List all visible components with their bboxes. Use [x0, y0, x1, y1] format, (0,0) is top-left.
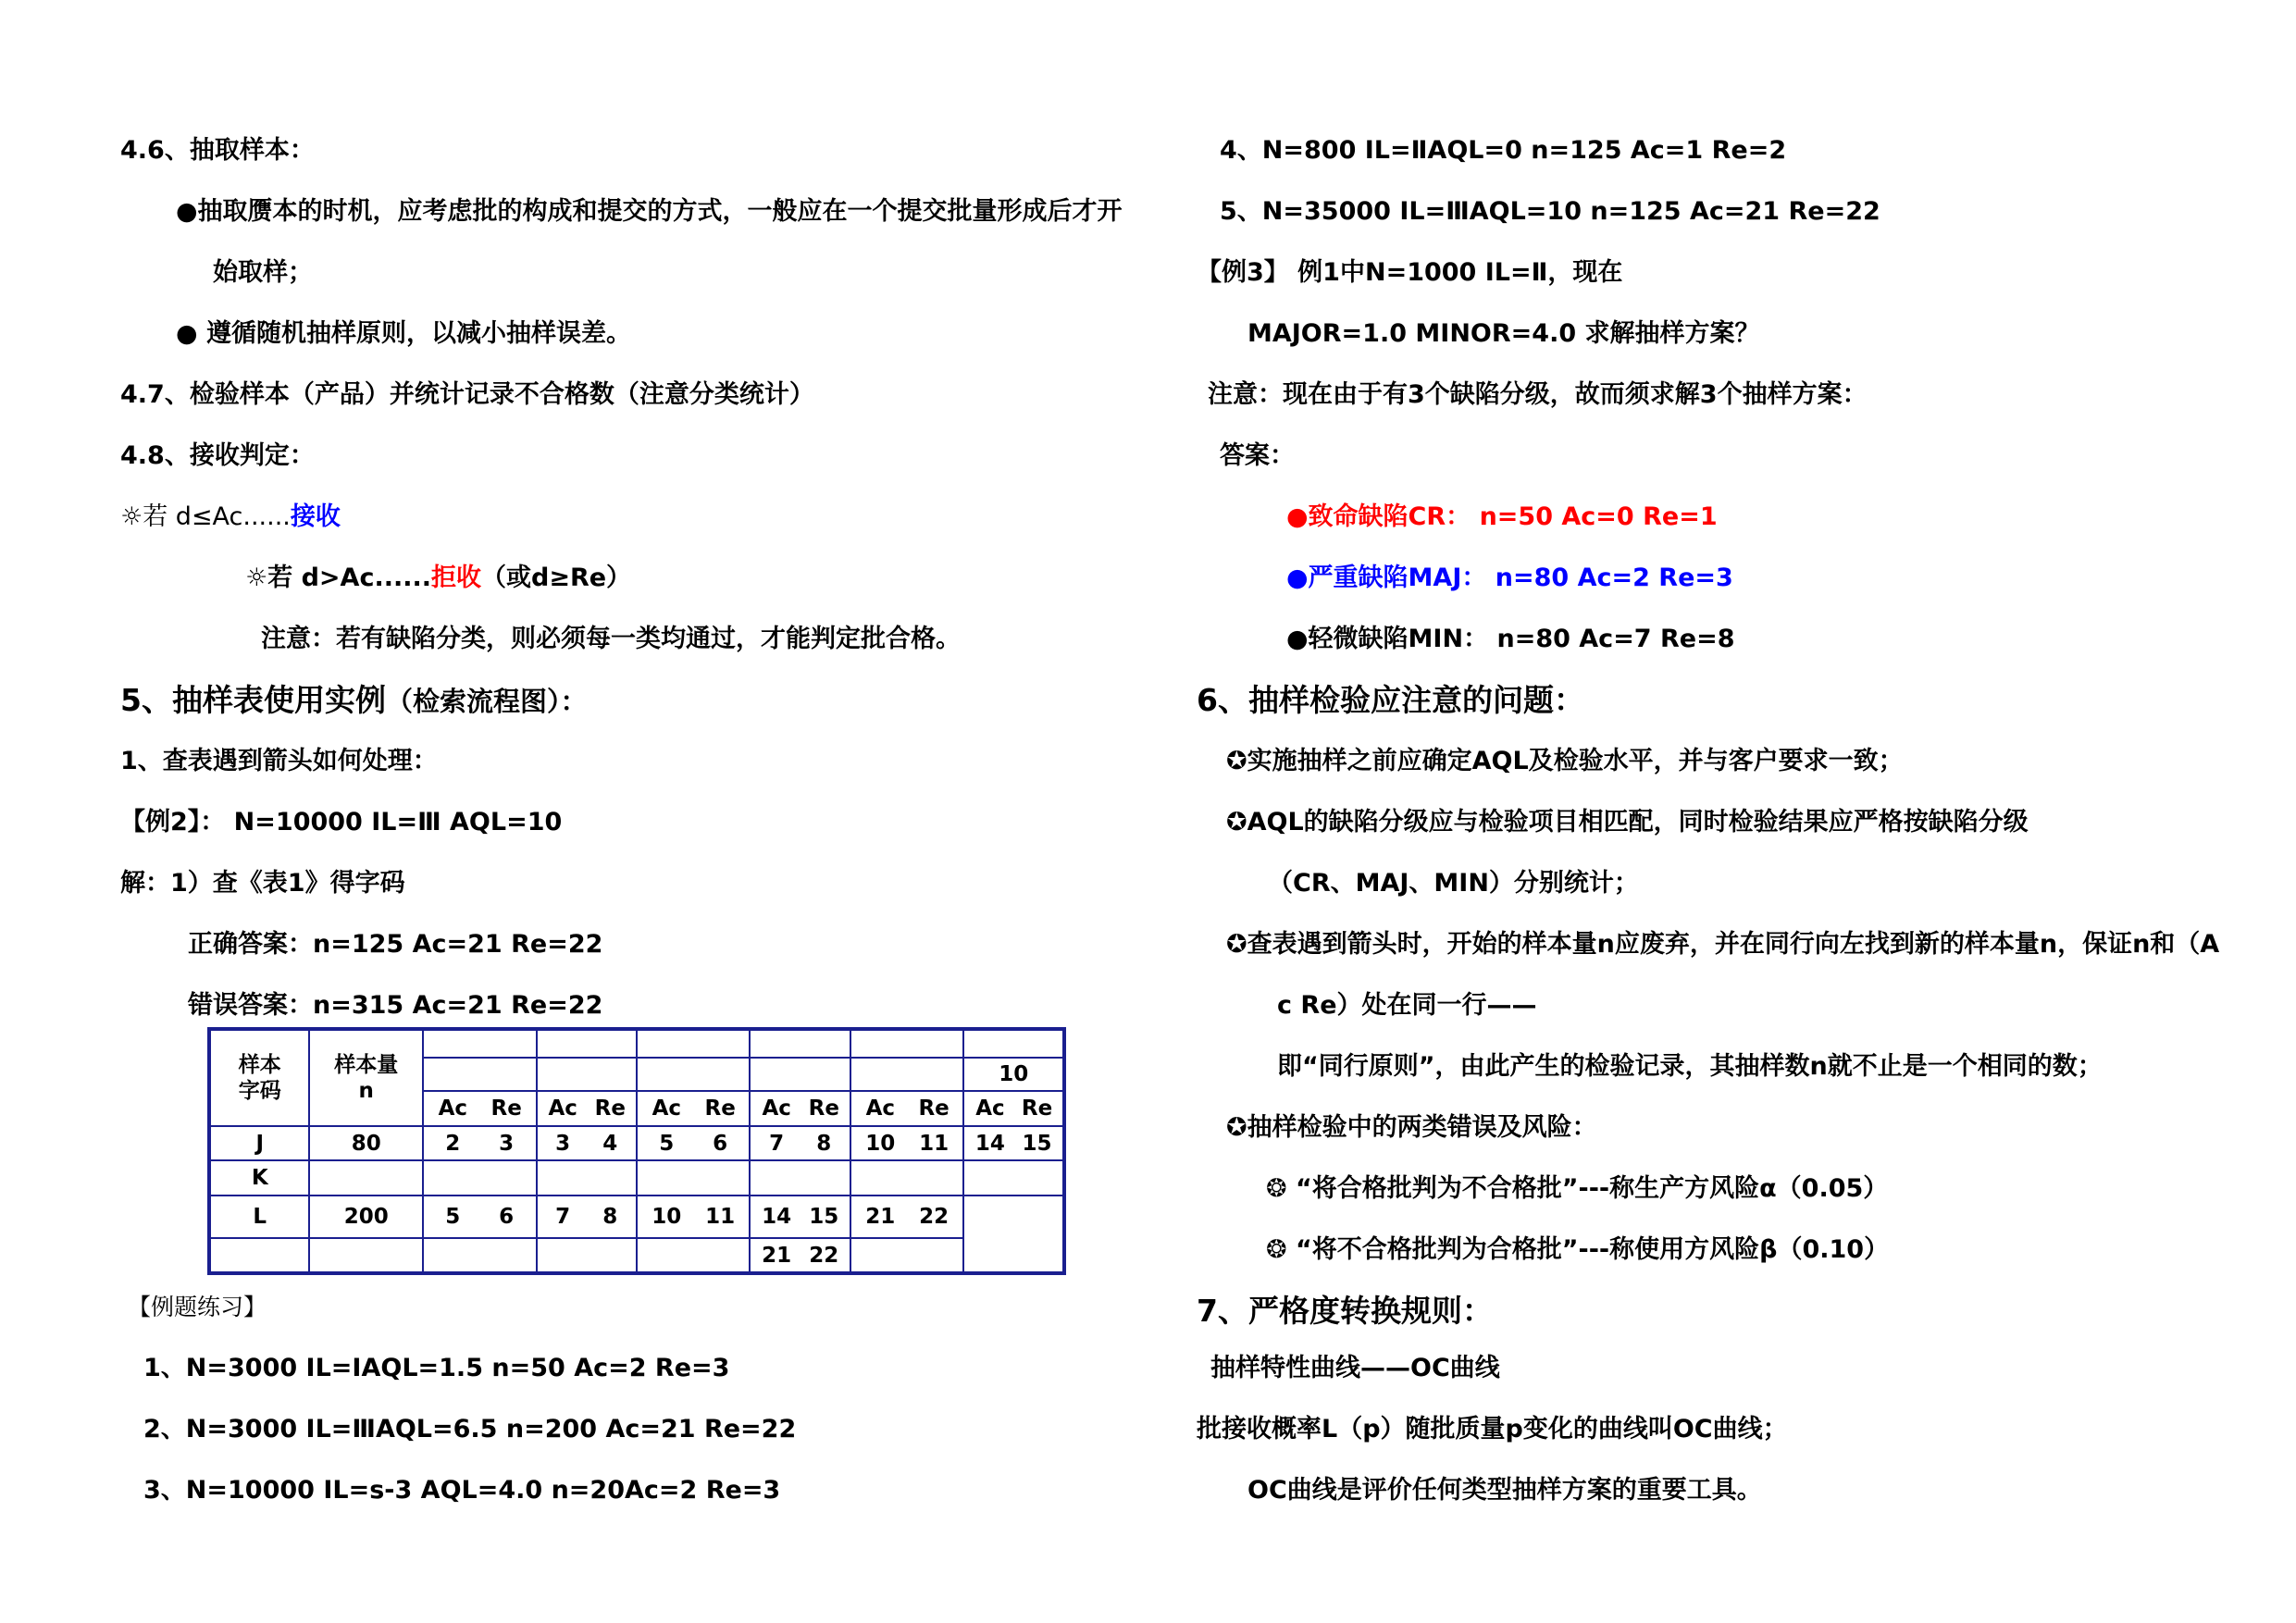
header-ac-re: Ac Re	[963, 1091, 1064, 1126]
ac-re-cell: 14 15	[963, 1126, 1064, 1161]
header-aql-10: 10	[963, 1058, 1064, 1091]
bullet-sampling-timing-cont: 始取样；	[213, 258, 313, 287]
header-ac-re: Ac Re	[637, 1091, 751, 1126]
header-ac-re: Ac Re	[850, 1091, 964, 1126]
section-4-8-title: 4.8、接收判定：	[120, 441, 315, 470]
ac-re-cell: 7 8	[750, 1126, 850, 1161]
size-cell	[309, 1160, 423, 1196]
wrong-answer: 错误答案：n=315 Ac=21 Re=22	[188, 991, 603, 1020]
section-7-title: 7、严格度转换规则：	[1197, 1293, 1493, 1329]
table-row	[209, 1196, 1064, 1238]
section-5-title-main: 5、抽样表使用实例	[120, 682, 386, 718]
ac-re-cell	[637, 1160, 751, 1196]
section-6-point-2: ✪AQL的缺陷分级应与检验项目相匹配，同时检验结果应严格按缺陷分级	[1226, 808, 2029, 836]
size-cell: 200	[309, 1196, 423, 1238]
ac-re-cell	[637, 1238, 751, 1273]
ac-re-cell: 5 6	[423, 1196, 537, 1238]
header-aql-cell	[750, 1029, 850, 1058]
bullet-sampling-timing: ●抽取赝本的时机，应考虑批的构成和提交的方式，一般应在一个提交批量形成后才开	[176, 197, 1123, 226]
section-5-title	[120, 680, 587, 722]
header-ac-re: Ac Re	[537, 1091, 637, 1126]
ac-re-cell: 21 22	[750, 1238, 850, 1273]
accept-rule-prefix: ☼若 d≤Ac......	[120, 502, 291, 531]
ac-re-cell	[537, 1160, 637, 1196]
note-4-8: 注意：若有缺陷分类，则必须每一类均通过，才能判定批合格。	[261, 625, 961, 653]
example-3: 【例3】 例1中N=1000 IL=Ⅱ，现在	[1197, 258, 1623, 287]
answer-label: 答案：	[1220, 441, 1295, 470]
practice-title: 【例题练习】	[128, 1294, 267, 1320]
header-aql-cell	[963, 1029, 1064, 1058]
section-6-title: 6、抽样检验应注意的问题：	[1197, 682, 1584, 718]
header-aql-cell	[537, 1058, 637, 1091]
header-sample-size: 样本量 n	[309, 1029, 423, 1126]
code-cell	[209, 1238, 309, 1273]
accept-rule	[120, 499, 341, 536]
solution-line: 解：1）查《表1》得字码	[120, 869, 405, 898]
section-6-point-3-rule: 即“同行原则”，由此产生的检验记录，其抽样数n就不止是一个相同的数；	[1277, 1052, 2103, 1081]
practice-2: 2、N=3000 IL=ⅢAQL=6.5 n=200 Ac=21 Re=22	[143, 1415, 797, 1443]
risk-alpha: ❂ “将合格批判为不合格批”---称生产方风险α（0.05）	[1266, 1174, 1889, 1203]
ac-re-cell: 10 11	[850, 1126, 964, 1161]
section-6-point-1: ✪实施抽样之前应确定AQL及检验水平，并与客户要求一致；	[1226, 747, 1904, 775]
ac-re-cell: 3 4	[537, 1126, 637, 1161]
header-aql-cell	[423, 1058, 537, 1091]
section-6-point-2-cont: （CR、MAJ、MIN）分别统计；	[1268, 869, 1639, 898]
header-ac-re: Ac Re	[750, 1091, 850, 1126]
practice-1: 1、N=3000 IL=ⅠAQL=1.5 n=50 Ac=2 Re=3	[143, 1354, 730, 1382]
note-3: 注意：现在由于有3个缺陷分级，故而须求解3个抽样方案：	[1208, 380, 1868, 409]
section-5-title-sub: （检索流程图）：	[385, 686, 588, 717]
example-3-cont: MAJOR=1.0 MINOR=4.0 求解抽样方案？	[1247, 319, 1760, 348]
section-7-line-3: OC曲线是评价任何类型抽样方案的重要工具。	[1247, 1476, 1762, 1505]
practice-3: 3、N=10000 IL=s-3 AQL=4.0 n=20Ac=2 Re=3	[143, 1476, 781, 1505]
risk-beta: ❂ “将不合格批判为合格批”---称使用方风险β（0.10）	[1266, 1235, 1890, 1264]
header-ac-re: Ac Re	[423, 1091, 537, 1126]
ac-re-cell	[750, 1160, 850, 1196]
header-aql-cell	[637, 1029, 751, 1058]
code-cell: J	[209, 1126, 309, 1161]
reject-rule	[245, 560, 631, 597]
practice-4: 4、N=800 IL=ⅡAQL=0 n=125 Ac=1 Re=2	[1220, 136, 1787, 165]
question-1: 1、查表遇到箭头如何处理：	[120, 747, 438, 775]
ac-re-cell	[423, 1160, 537, 1196]
ac-re-cell	[850, 1238, 964, 1273]
ac-re-cell: 21 22	[850, 1196, 964, 1238]
ac-re-cell	[537, 1238, 637, 1273]
size-cell: 80	[309, 1126, 423, 1161]
section-7-line-1: 抽样特性曲线——OC曲线	[1210, 1354, 1500, 1382]
table-row	[209, 1238, 1064, 1273]
bullet-random-sampling: ● 遵循随机抽样原则，以减小抽样误差。	[176, 319, 631, 348]
section-4-7-title: 4.7、检验样本（产品）并统计记录不合格数（注意分类统计）	[120, 380, 814, 409]
table-row	[209, 1160, 1064, 1196]
answer-min: ●轻微缺陷MIN： n=80 Ac=7 Re=8	[1286, 625, 1735, 653]
example-2: 【例2】： N=10000 IL=Ⅲ AQL=10	[120, 808, 563, 836]
header-aql-cell	[537, 1029, 637, 1058]
section-4-6-title: 4.6、抽取样本：	[120, 136, 315, 165]
code-cell: L	[209, 1196, 309, 1238]
sampling-table	[207, 1027, 1066, 1275]
ac-re-cell	[850, 1160, 964, 1196]
section-6-point-3-cont: c Re）处在同一行——	[1277, 991, 1537, 1020]
header-aql-cell	[850, 1029, 964, 1058]
reject-word: 拒收	[431, 564, 481, 592]
ac-re-cell	[963, 1160, 1064, 1196]
ac-re-cell: 2 3	[423, 1126, 537, 1161]
answer-cr: ●致命缺陷CR： n=50 Ac=0 Re=1	[1286, 502, 1718, 531]
header-aql-cell	[750, 1058, 850, 1091]
table-row	[209, 1126, 1064, 1161]
practice-5: 5、N=35000 IL=ⅢAQL=10 n=125 Ac=21 Re=22	[1220, 197, 1880, 226]
correct-answer: 正确答案：n=125 Ac=21 Re=22	[188, 930, 603, 959]
reject-rule-suffix: （或d≥Re）	[481, 564, 632, 592]
code-cell: K	[209, 1160, 309, 1196]
section-6-point-4: ✪抽样检验中的两类错误及风险：	[1226, 1113, 1597, 1142]
header-code: 样本 字码	[209, 1029, 309, 1126]
ac-re-cell: 10 11	[637, 1196, 751, 1238]
accept-word: 接收	[290, 502, 341, 531]
header-aql-cell	[850, 1058, 964, 1091]
size-cell	[309, 1238, 423, 1273]
ac-re-cell: 14 15	[750, 1196, 850, 1238]
reject-rule-prefix: ☼若 d>Ac......	[245, 564, 431, 592]
ac-re-cell	[423, 1238, 537, 1273]
answer-maj: ●严重缺陷MAJ： n=80 Ac=2 Re=3	[1286, 564, 1733, 592]
ac-re-cell: 7 8	[537, 1196, 637, 1238]
section-7-line-2: 批接收概率L（p）随批质量p变化的曲线叫OC曲线；	[1197, 1415, 1788, 1443]
header-aql-cell	[423, 1029, 537, 1058]
ac-re-cell	[963, 1196, 1064, 1273]
header-aql-cell	[637, 1058, 751, 1091]
ac-re-cell: 5 6	[637, 1126, 751, 1161]
section-6-point-3: ✪查表遇到箭头时，开始的样本量n应废弃，并在同行向左找到新的样本量n，保证n和（A	[1226, 930, 2220, 959]
